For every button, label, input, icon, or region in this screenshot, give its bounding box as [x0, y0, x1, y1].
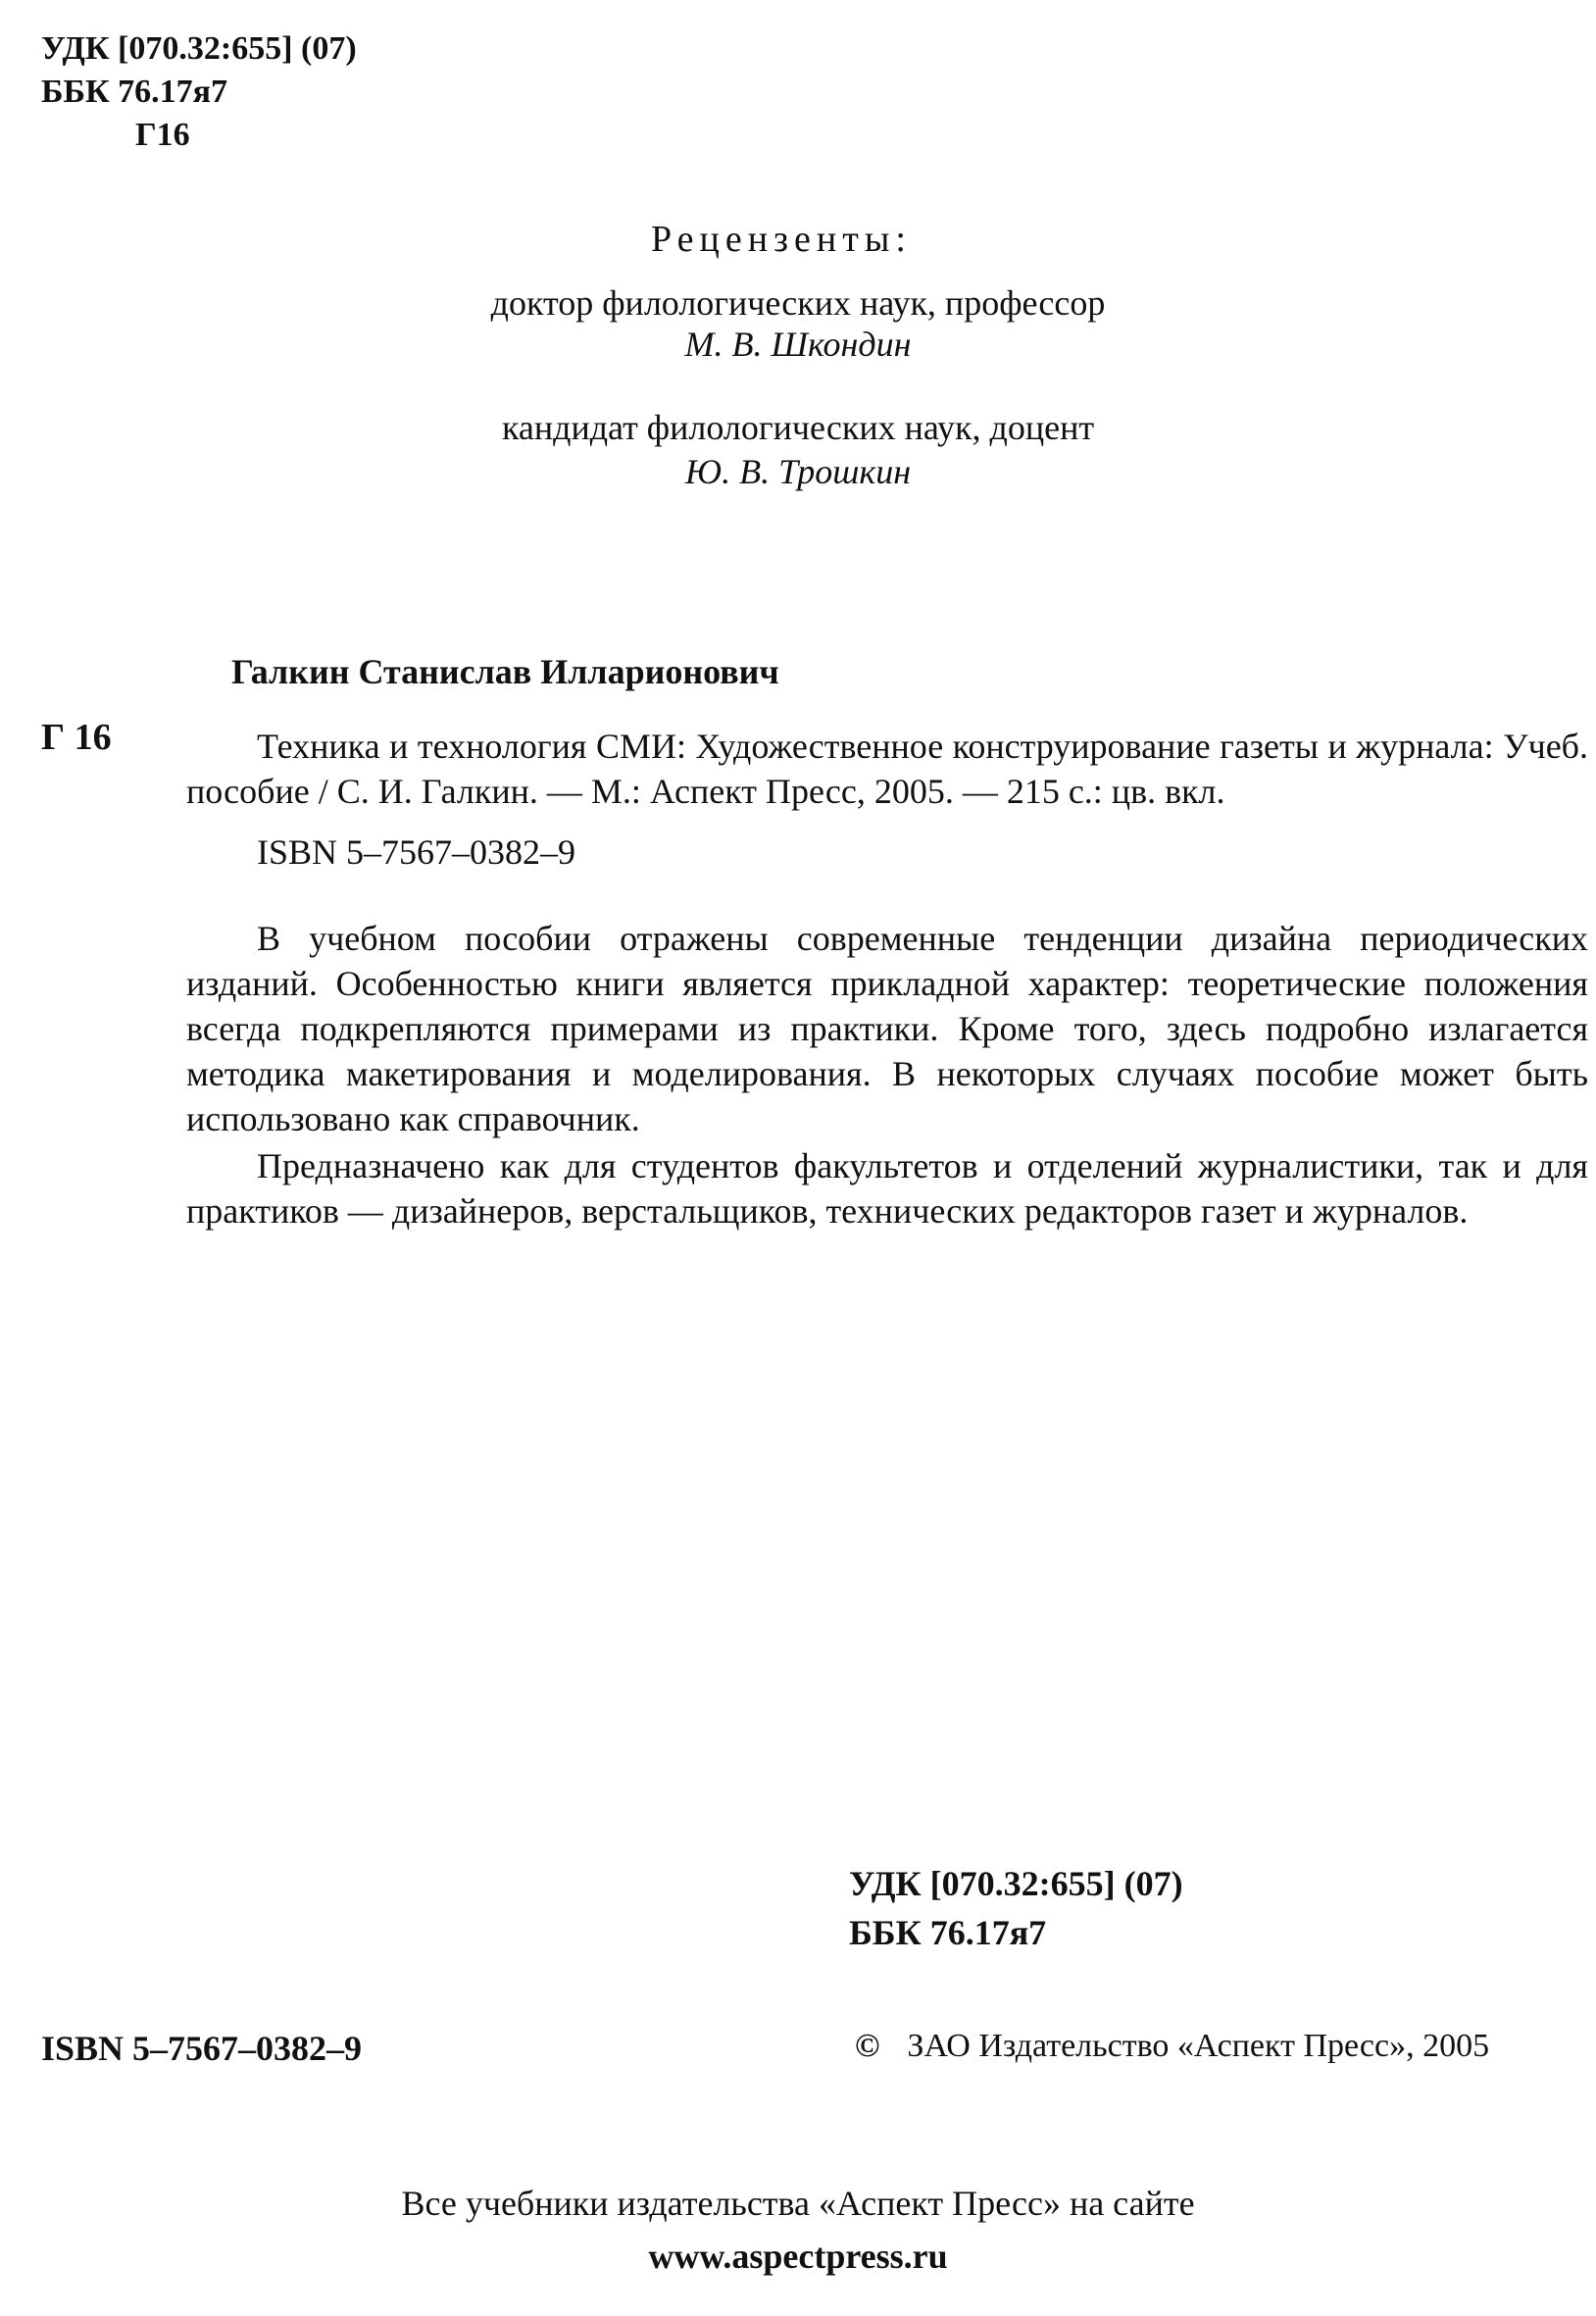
copyright-icon: © [855, 2028, 880, 2064]
record-code: Г 16 [41, 717, 112, 758]
abstract-paragraph-2: Предназначено как для студентов факультетов и отделений журналистики, так и для практиков — дизайнеров, верстальщиков, технических редакторов газет и журналов. [186, 1146, 1588, 1231]
bottom-classification [849, 1859, 1183, 1957]
reviewers-title: Рецензенты: [651, 219, 912, 260]
reviewer-1-name: М. В. Шкондин [684, 325, 912, 364]
reviewer-2-name: Ю. В. Трошкин [684, 452, 912, 491]
top-code: Г16 [135, 117, 190, 153]
author-name: Галкин Станислав Илларионович [231, 652, 779, 691]
abstract-paragraph-1: В учебном пособии отражены современные тенденции дизайна периодических изданий. Особенностью книги является прикладной характер: теоретические положения всегда подкрепляются примерами из практики. Кроме того, здесь подробно излагается методика макетирования и моделирования. В некоторых случаях пособие может быть использовано как справочник. [186, 919, 1588, 1138]
copyright-line [855, 2028, 1489, 2065]
website-note: Все учебники издательства «Аспект Пресс» на сайте [401, 2184, 1195, 2223]
top-classification [41, 27, 357, 157]
copyright-text: ЗАО Издательство «Аспект Пресс», 2005 [907, 2028, 1490, 2064]
reviewer-2-role: кандидат филологических наук, доцент [501, 408, 1095, 447]
footer-isbn: ISBN 5–7567–0382–9 [41, 2029, 363, 2068]
top-bbk: ББК 76.17я7 [41, 74, 228, 110]
website-url: www.aspectpress.ru [648, 2237, 948, 2276]
record-isbn: ISBN 5–7567–0382–9 [257, 832, 576, 872]
reviewer-1-role: доктор филологических наук, профессор [490, 283, 1106, 323]
bottom-bbk: ББК 76.17я7 [849, 1913, 1047, 1952]
top-udk: УДК [070.32:655] (07) [41, 30, 357, 67]
bottom-udk: УДК [070.32:655] (07) [849, 1864, 1183, 1903]
bibliographic-description: Техника и технология СМИ: Художественное конструирование газеты и журнала: Учеб. пособие / С. И. Галкин. — М.: Аспект Пресс, 2005. — 215 с.: цв. вкл. [186, 727, 1588, 811]
